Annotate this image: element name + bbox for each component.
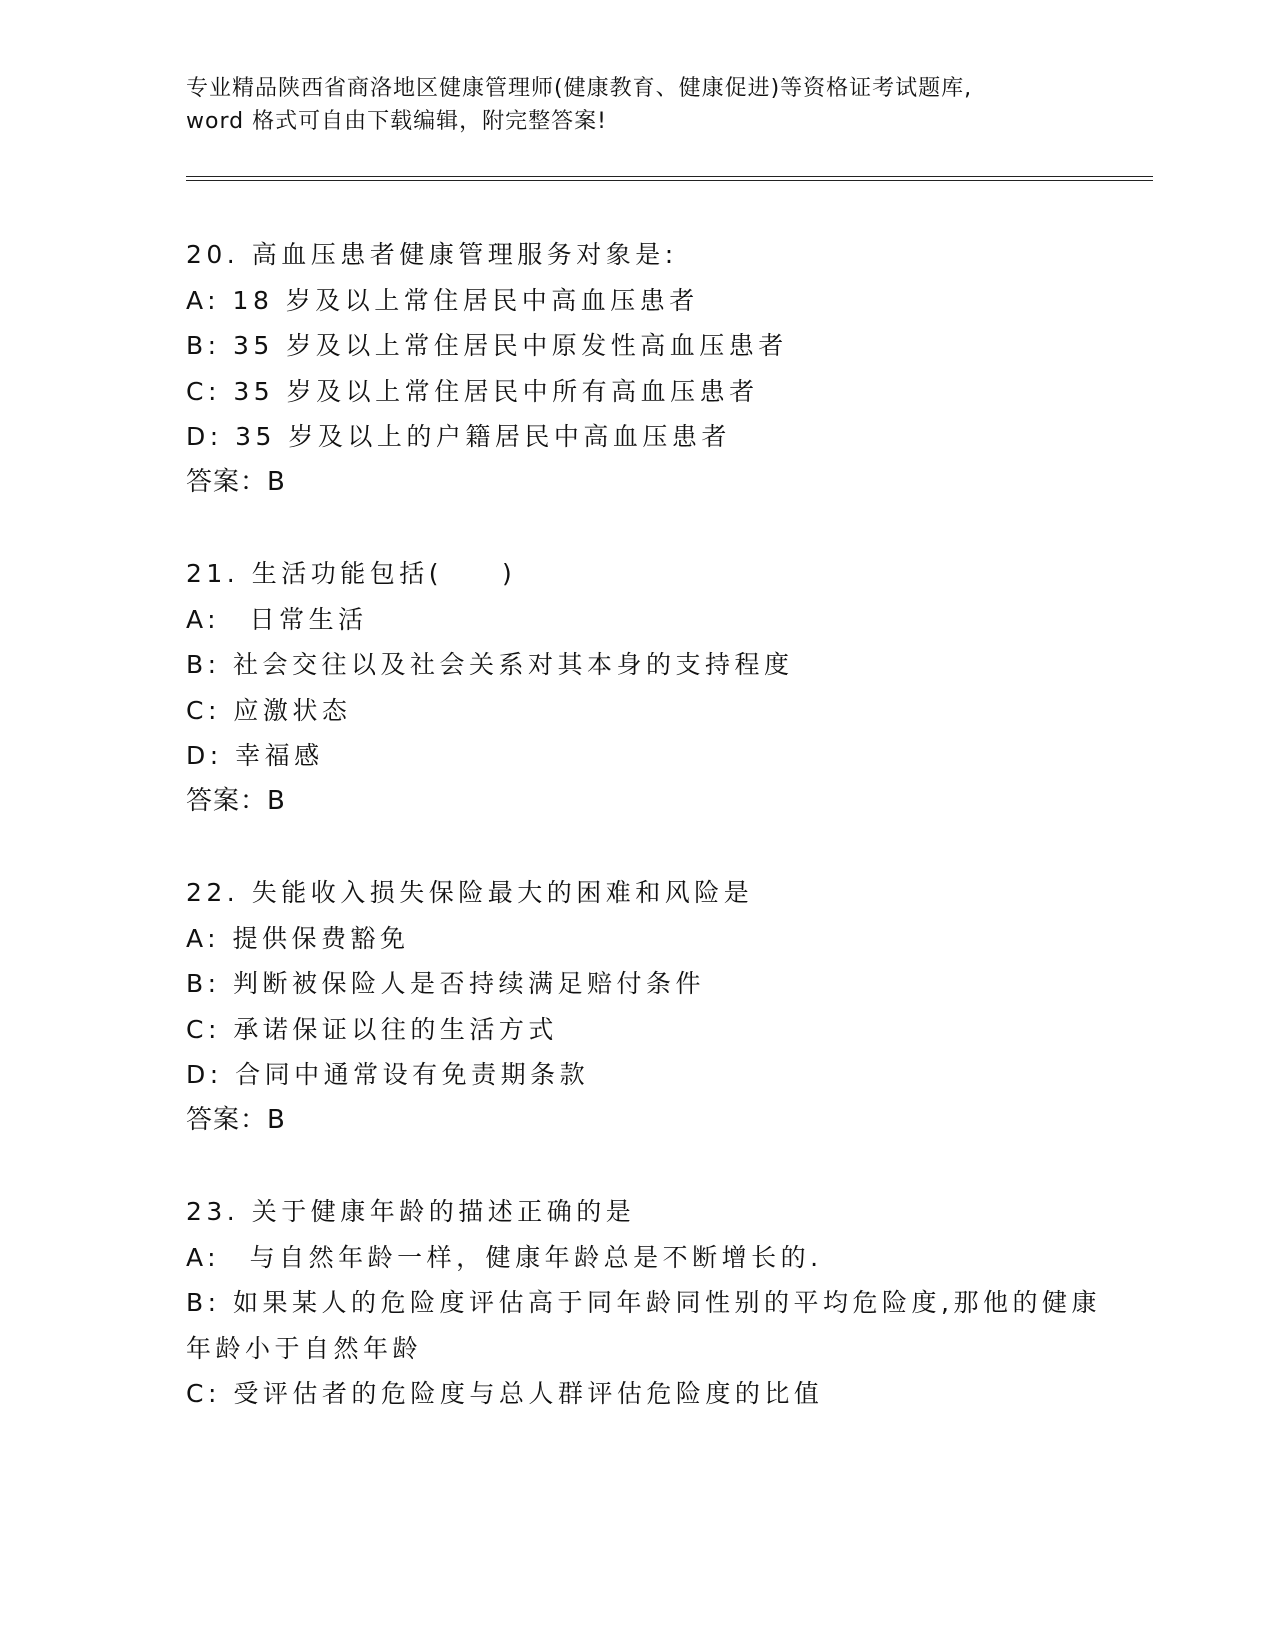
option-c: C: 应激状态 — [186, 695, 352, 725]
answer-label: 答案：B — [186, 1104, 286, 1135]
option-d: D: 合同中通常设有免责期条款 — [186, 1060, 590, 1089]
option-c: C: 受评估者的危险度与总人群评估危险度的比值 — [186, 1379, 824, 1408]
option-b: B: 如果某人的危险度评估高于同年龄同性别的平均危险度,那他的健康年龄小于自然年龄 — [186, 1288, 1101, 1363]
question-22 — [186, 870, 1126, 1143]
question-23 — [186, 1189, 1126, 1417]
option-a: A: 与自然年龄一样，健康年龄总是不断增长的. — [186, 1242, 823, 1272]
question-stem: 21. 生活功能包括( ) — [186, 559, 517, 588]
option-a: A: 提供保费豁免 — [186, 923, 410, 953]
question-21 — [186, 551, 1126, 824]
option-a: A: 日常生活 — [186, 604, 368, 634]
header-divider-top — [186, 176, 1153, 177]
answer-label: 答案：B — [186, 466, 286, 497]
option-c: C: 35 岁及以上常住居民中所有高血压患者 — [186, 376, 759, 406]
header-line-2: word 格式可自由下载编辑，附完整答案! — [186, 109, 607, 134]
option-b: B: 社会交往以及社会关系对其本身的支持程度 — [186, 650, 794, 679]
header-line-1: 专业精品陕西省商洛地区健康管理师(健康教育、健康促进)等资格证考试题库, — [186, 76, 973, 101]
question-stem: 23. 关于健康年龄的描述正确的是 — [186, 1197, 636, 1226]
option-c: C: 承诺保证以往的生活方式 — [186, 1014, 558, 1044]
option-a: A: 18 岁及以上常住居民中高血压患者 — [186, 285, 699, 315]
option-d: D: 35 岁及以上的户籍居民中高血压患者 — [186, 422, 731, 451]
header-divider-bottom — [186, 180, 1153, 181]
document-header — [186, 72, 1086, 138]
answer-label: 答案：B — [186, 785, 286, 816]
option-d: D: 幸福感 — [186, 741, 324, 770]
question-list — [186, 232, 1126, 1463]
option-b: B: 判断被保险人是否持续满足赔付条件 — [186, 969, 706, 998]
question-stem: 22. 失能收入损失保险最大的困难和风险是 — [186, 878, 754, 907]
question-20 — [186, 232, 1126, 505]
question-stem: 20. 高血压患者健康管理服务对象是: — [186, 240, 678, 269]
option-b: B: 35 岁及以上常住居民中原发性高血压患者 — [186, 331, 788, 360]
